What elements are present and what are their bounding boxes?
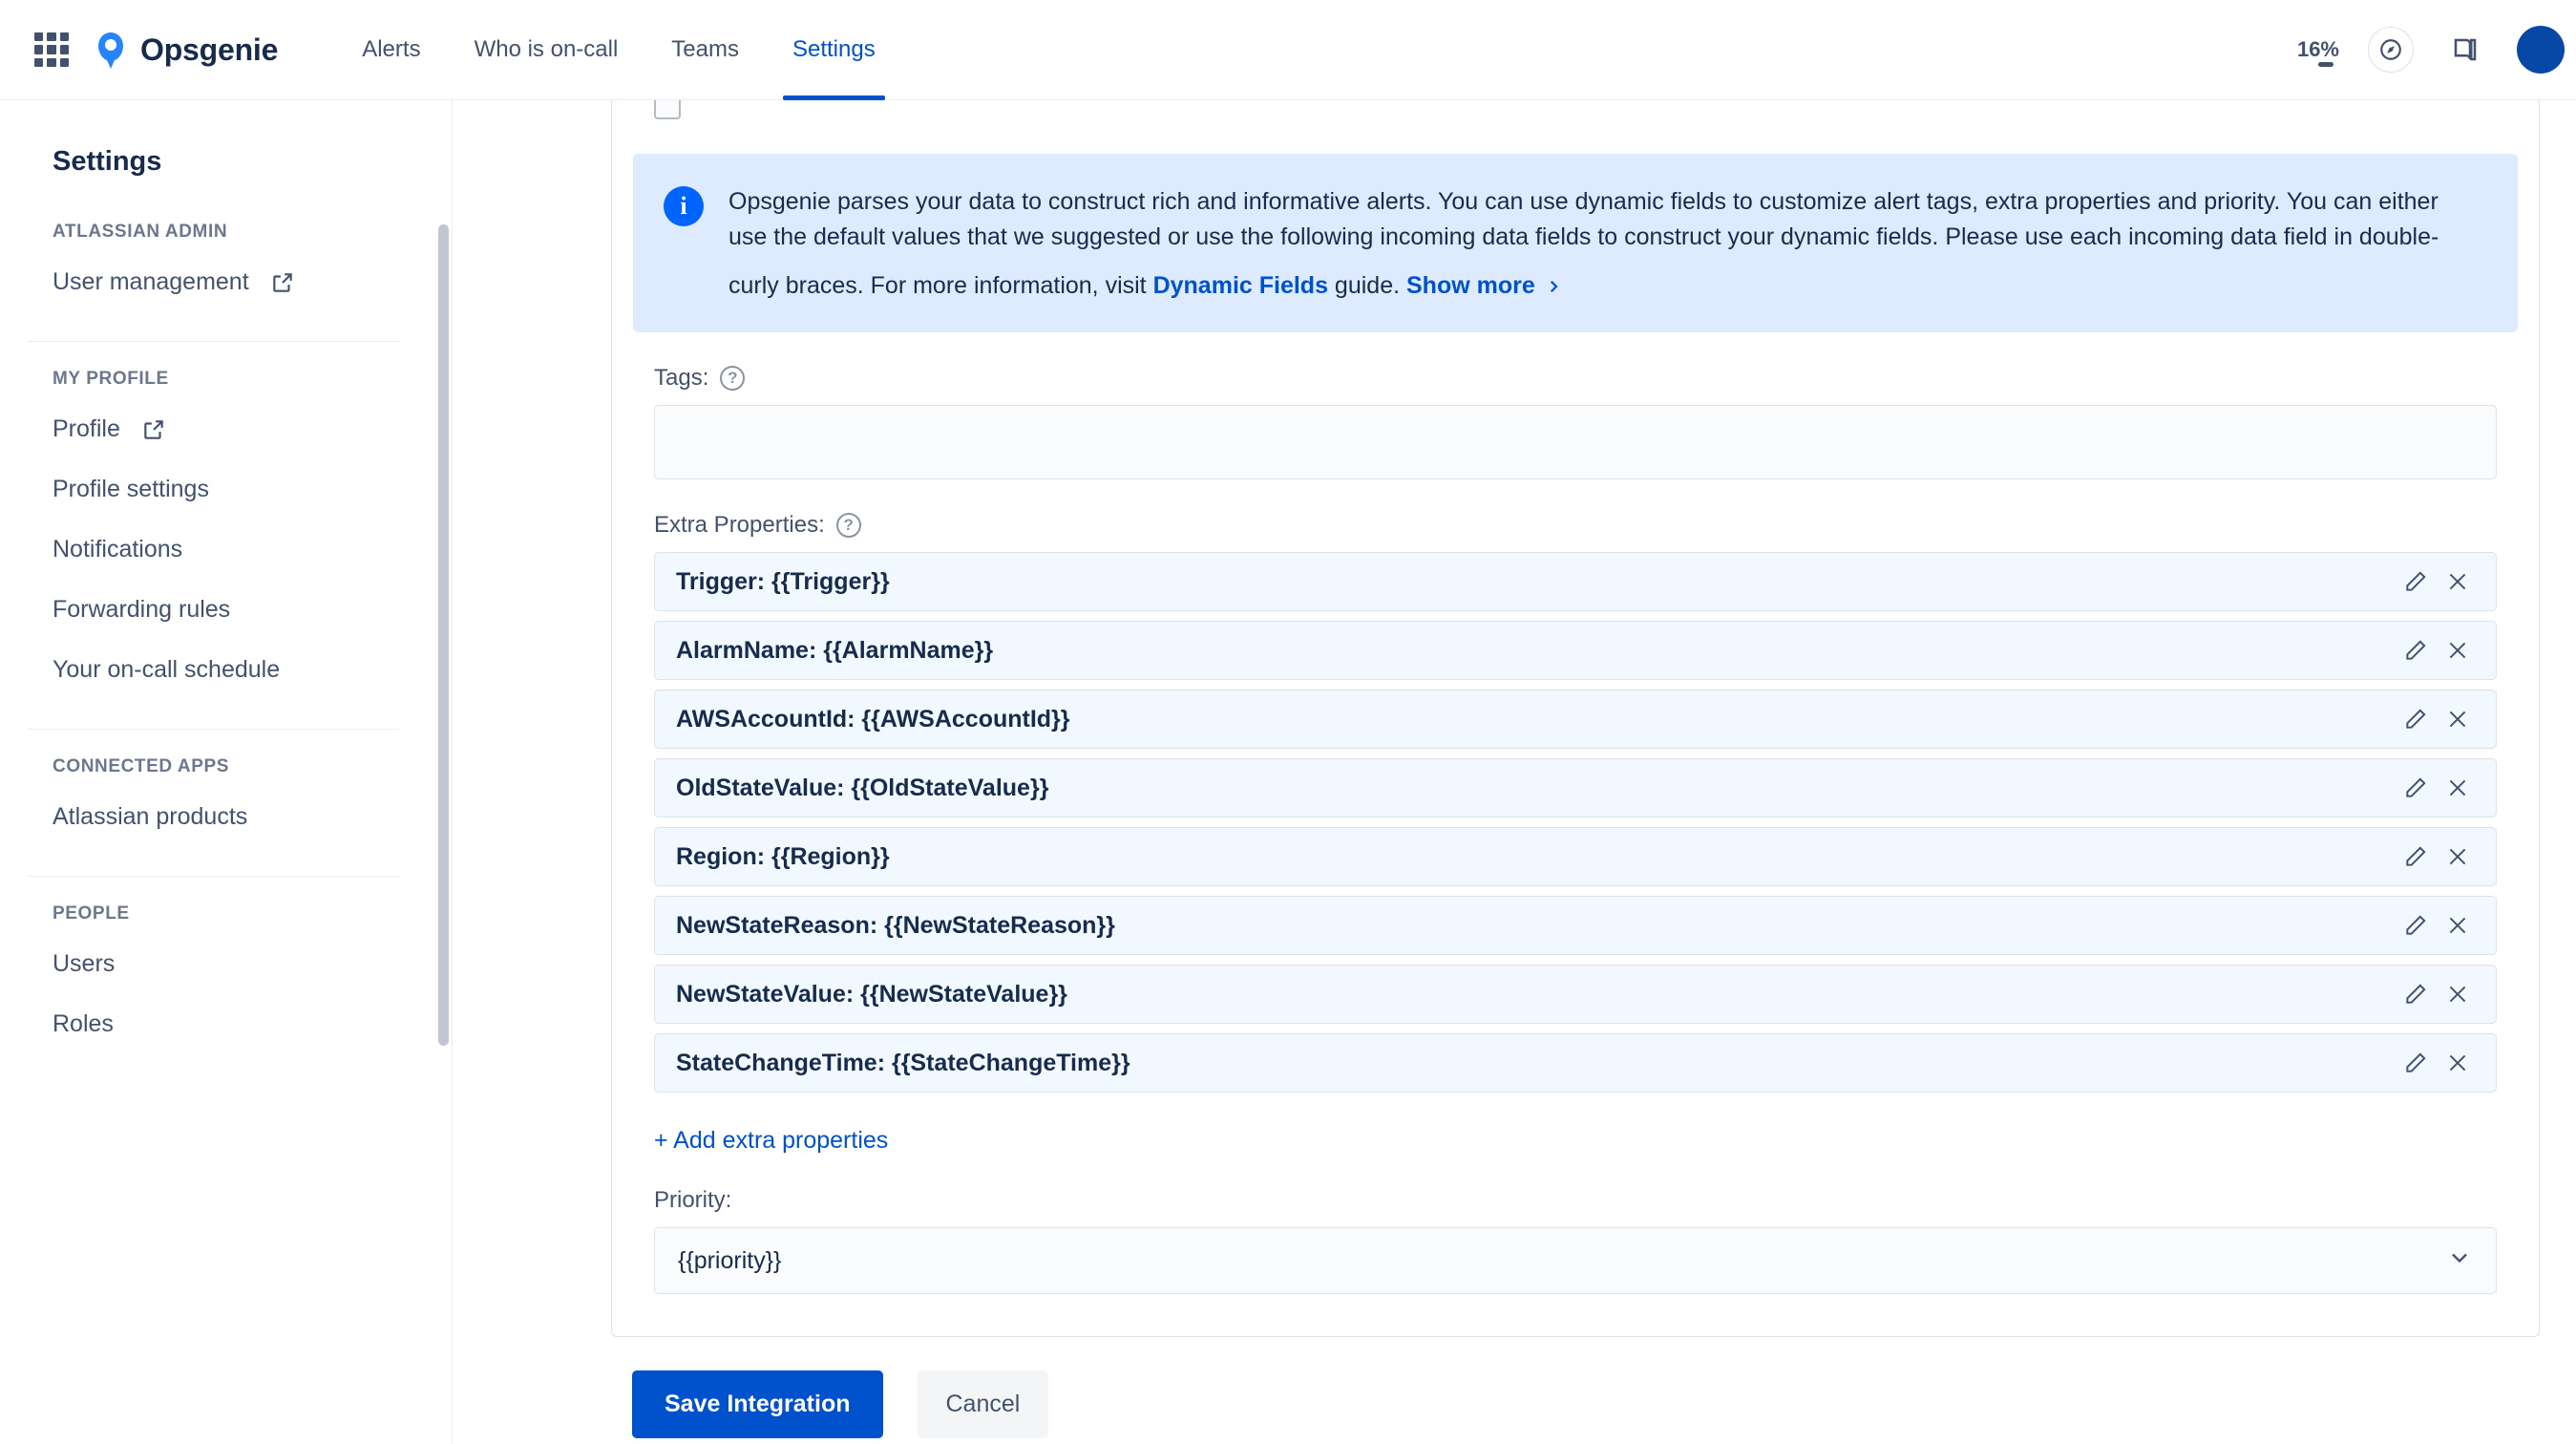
zoom-level: 16% — [2296, 37, 2339, 61]
apps-grid-icon[interactable] — [32, 30, 72, 70]
priority-select[interactable] — [654, 1227, 2497, 1294]
remove-icon[interactable] — [2437, 638, 2479, 663]
sidebar-group-label-people: PEOPLE — [53, 903, 130, 924]
sidebar-item-forwarding-rules[interactable] — [0, 580, 452, 640]
sidebar-item-roles[interactable] — [0, 994, 452, 1054]
help-icon[interactable]: ? — [836, 513, 861, 538]
remove-icon[interactable] — [2437, 569, 2479, 594]
extra-property-row[interactable] — [654, 827, 2497, 886]
brand-logo[interactable] — [95, 31, 278, 69]
info-banner — [633, 154, 2518, 332]
nav-item-alerts[interactable]: Alerts — [362, 36, 421, 62]
sidebar-item-label: Roles — [53, 1010, 114, 1037]
book-icon[interactable] — [2442, 27, 2488, 73]
sidebar-item-label: Profile — [53, 415, 120, 442]
extra-property-row[interactable] — [654, 1033, 2497, 1093]
sidebar-item-label: Atlassian products — [53, 803, 248, 830]
priority-label: Priority: — [654, 1187, 732, 1213]
tags-input[interactable] — [654, 405, 2497, 479]
extra-property-row[interactable] — [654, 552, 2497, 611]
sidebar-group-label-atlassian-admin: ATLASSIAN ADMIN — [53, 222, 228, 242]
edit-icon[interactable] — [2395, 569, 2437, 594]
sidebar — [0, 100, 453, 1444]
tags-label: Tags: — [654, 365, 709, 391]
extra-property-text: AWSAccountId: {{AWSAccountId}} — [676, 705, 1070, 733]
tags-label-row — [654, 365, 2518, 392]
extra-properties-label: Extra Properties: — [654, 512, 825, 538]
divider — [29, 341, 399, 342]
sidebar-item-label: Profile settings — [53, 476, 209, 502]
edit-icon[interactable] — [2395, 844, 2437, 869]
remove-icon[interactable] — [2437, 844, 2479, 869]
edit-icon[interactable] — [2395, 913, 2437, 938]
compass-icon[interactable] — [2368, 27, 2414, 73]
priority-value: {{priority}} — [678, 1246, 782, 1274]
sidebar-group-label-connected-apps: CONNECTED APPS — [53, 756, 230, 776]
help-icon[interactable]: ? — [720, 366, 745, 391]
checkbox-row — [633, 100, 2518, 119]
enable-checkbox[interactable] — [654, 100, 681, 119]
sidebar-item-profile-settings[interactable] — [0, 459, 452, 520]
extra-properties-label-row — [654, 512, 2518, 539]
sidebar-item-profile[interactable] — [0, 399, 452, 459]
chevron-right-icon — [1545, 278, 1562, 295]
remove-icon[interactable] — [2437, 775, 2479, 800]
save-integration-button[interactable]: Save Integration — [632, 1370, 883, 1438]
sidebar-item-label: Notifications — [53, 536, 183, 563]
show-more-button[interactable] — [1406, 268, 1562, 304]
remove-icon[interactable] — [2437, 707, 2479, 732]
extra-property-row[interactable] — [654, 621, 2497, 680]
external-link-icon — [141, 417, 166, 442]
info-text-after-link: guide. — [1327, 272, 1401, 299]
remove-icon[interactable] — [2437, 982, 2479, 1007]
info-banner-text — [728, 184, 2483, 304]
sidebar-scrollbar[interactable] — [438, 224, 449, 1046]
sidebar-item-label: Users — [53, 950, 116, 977]
nav-item-who-is-on-call[interactable]: Who is on-call — [474, 36, 619, 62]
brand-name: Opsgenie — [140, 32, 279, 67]
dynamic-fields-link[interactable]: Dynamic Fields — [1152, 272, 1328, 299]
extra-property-row[interactable] — [654, 758, 2497, 818]
chevron-down-icon — [2446, 1244, 2473, 1278]
sidebar-title: Settings — [53, 146, 162, 177]
info-icon: i — [664, 186, 704, 226]
sidebar-item-user-management[interactable] — [0, 252, 452, 312]
extra-property-text: Trigger: {{Trigger}} — [676, 567, 890, 595]
remove-icon[interactable] — [2437, 1051, 2479, 1075]
edit-icon[interactable] — [2395, 1051, 2437, 1075]
form-actions — [632, 1370, 1048, 1438]
extra-property-text: AlarmName: {{AlarmName}} — [676, 636, 994, 664]
sidebar-item-your-on-call-schedule[interactable] — [0, 640, 452, 700]
cancel-button[interactable]: Cancel — [918, 1370, 1049, 1438]
add-extra-properties-link[interactable]: + Add extra properties — [654, 1127, 889, 1154]
edit-icon[interactable] — [2395, 775, 2437, 800]
sidebar-item-users[interactable] — [0, 934, 452, 994]
zoom-indicator — [2297, 37, 2339, 62]
extra-property-text: Region: {{Region}} — [676, 842, 890, 870]
nav-item-settings[interactable]: Settings — [766, 0, 902, 100]
show-more-label: Show more — [1406, 272, 1535, 299]
nav-items — [335, 0, 901, 100]
sidebar-item-atlassian-products[interactable] — [0, 787, 452, 847]
info-text-before-link: Opsgenie parses your data to construct rich and informative alerts. You can use dynamic fields to customize alert tags, extra properties and priority. You can either use the default values that we suggested or use the following incoming data fields to construct your dynamic fields. Please use each incoming data field in double-curly braces. For more information, visit — [728, 188, 2439, 299]
sidebar-group-label-my-profile: MY PROFILE — [53, 369, 169, 389]
sidebar-item-label: Your on-call schedule — [53, 656, 281, 683]
main-content — [454, 100, 2576, 1444]
edit-icon[interactable] — [2395, 707, 2437, 732]
extra-property-row[interactable] — [654, 896, 2497, 955]
external-link-icon — [270, 270, 295, 295]
extra-property-text: NewStateValue: {{NewStateValue}} — [676, 980, 1067, 1008]
sidebar-item-label: User management — [53, 268, 249, 295]
avatar[interactable] — [2517, 26, 2565, 74]
opsgenie-pin-icon — [95, 31, 127, 69]
remove-icon[interactable] — [2437, 913, 2479, 938]
top-navigation — [0, 0, 2576, 100]
sidebar-item-label: Forwarding rules — [53, 596, 231, 623]
extra-property-row[interactable] — [654, 965, 2497, 1024]
divider — [29, 876, 399, 877]
sidebar-item-notifications[interactable] — [0, 520, 452, 580]
edit-icon[interactable] — [2395, 982, 2437, 1007]
divider — [29, 729, 399, 730]
priority-label-row — [654, 1187, 2518, 1214]
extra-property-row[interactable] — [654, 690, 2497, 749]
integration-form-card — [611, 100, 2540, 1337]
edit-icon[interactable] — [2395, 638, 2437, 663]
extra-property-text: OldStateValue: {{OldStateValue}} — [676, 774, 1049, 801]
extra-property-text: StateChangeTime: {{StateChangeTime}} — [676, 1049, 1130, 1076]
topnav-right — [2297, 26, 2576, 74]
extra-property-text: NewStateReason: {{NewStateReason}} — [676, 911, 1115, 939]
nav-item-teams[interactable]: Teams — [671, 36, 739, 62]
